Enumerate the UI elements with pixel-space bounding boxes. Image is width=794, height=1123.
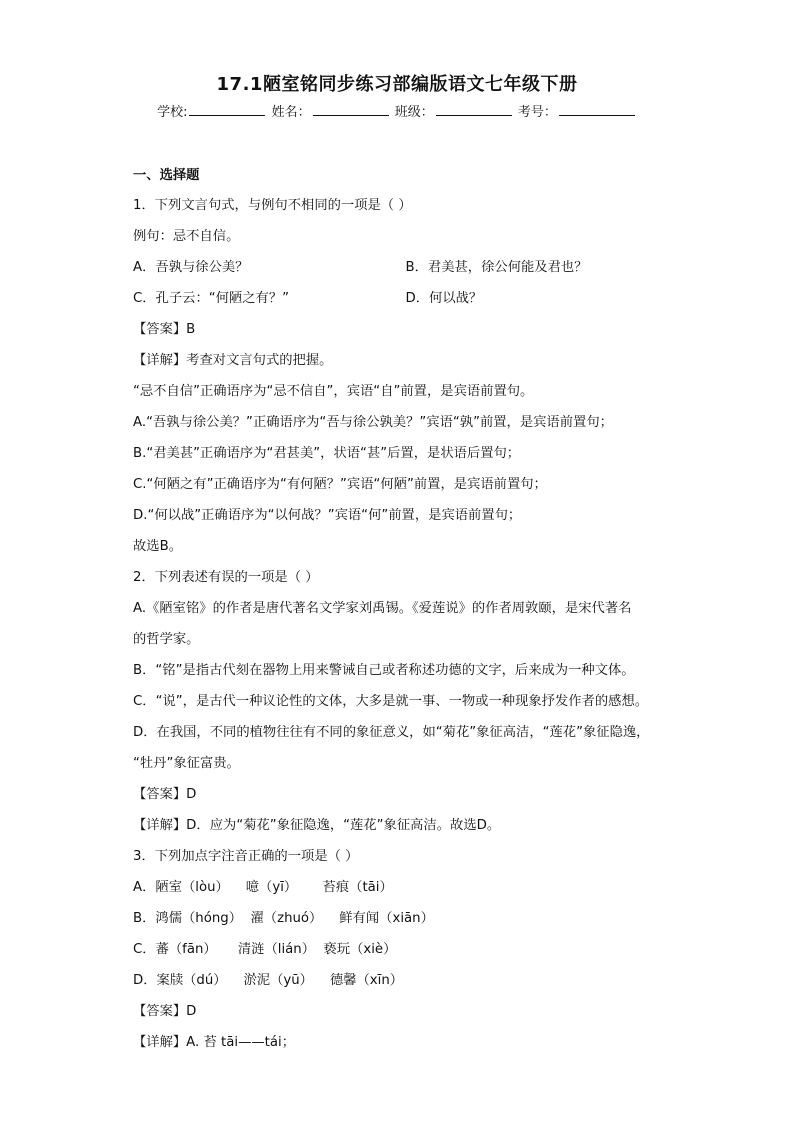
- q2-option-d-line-1: D．在我国，不同的植物往往有不同的象征意义，如“菊花”象征高洁，“莲花”象征隐逸，: [133, 725, 650, 740]
- q1-option-d: D．何以战？: [405, 291, 483, 306]
- q3-option-c: C．蕃（fān） 清涟（lián） 亵玩（xiè）: [133, 942, 397, 957]
- q1-answer: 【答案】B: [133, 322, 196, 337]
- q3-detail-1: 【详解】A. 苔 tāi——tái；: [133, 1035, 296, 1050]
- q1-detail-1: 【详解】考查对文言句式的把握。: [133, 353, 333, 368]
- q3-stem: 3．下列加点字注音正确的一项是（ ）: [133, 849, 359, 864]
- q3-option-d: D．案牍（dú） 淤泥（yū） 德馨（xīn）: [133, 973, 404, 988]
- q1-option-a: A．吾孰与徐公美？: [133, 260, 249, 275]
- q3-option-a: A．陋室（lòu） 噫（yī） 苔痕（tāi）: [133, 880, 393, 895]
- exercise-content: [133, 160, 678, 1058]
- q2-option-a-line-2: 的哲学家。: [133, 632, 200, 647]
- q1-detail-7: 故选B。: [133, 539, 183, 554]
- q1-option-c: C．孔子云：“何陋之有？”: [133, 291, 290, 306]
- q2-option-b: B．“铭”是指古代刻在器物上用来警诫自己或者称述功德的文字，后来成为一种文体。: [133, 663, 635, 678]
- q3-option-b: B．鸿儒（hóng） 濯（zhuó） 鲜有闻（xiān）: [133, 911, 434, 926]
- q1-detail-2: “忌不自信”正确语序为“忌不信自”，宾语“自”前置，是宾语前置句。: [133, 384, 534, 399]
- q1-stem: 1．下列文言句式，与例句不相同的一项是（ ）: [133, 198, 412, 213]
- q1-detail-6: D.“何以战”正确语序为“以何战？”宾语“何”前置，是宾语前置句；: [133, 508, 522, 523]
- exam-no-label: 考号：: [517, 105, 557, 120]
- q2-option-c: C．“说”，是古代一种议论性的文体，大多是就一事、一物或一种现象抒发作者的感想。: [133, 694, 649, 709]
- student-info-line: [0, 101, 794, 120]
- exam-no-blank[interactable]: [559, 101, 635, 116]
- q1-detail-4: B.“君美甚”正确语序为“君甚美”，状语“甚”后置，是状语后置句；: [133, 446, 521, 461]
- school-blank[interactable]: [189, 101, 265, 116]
- q2-detail-1: 【详解】D．应为“菊花”象征隐逸，“莲花”象征高洁。故选D。: [133, 818, 501, 833]
- section-heading: 一、选择题: [133, 168, 200, 183]
- q1-example: 例句：忌不自信。: [133, 229, 240, 244]
- q3-answer: 【答案】D: [133, 1004, 197, 1019]
- q2-option-d-line-2: “牡丹”象征富贵。: [133, 756, 240, 771]
- name-blank[interactable]: [313, 101, 389, 116]
- q1-option-b: B．君美甚，徐公何能及君也？: [405, 260, 588, 275]
- q2-stem: 2．下列表述有误的一项是（ ）: [133, 570, 319, 585]
- page-title: 17.1陋室铭同步练习部编版语文七年级下册: [216, 74, 578, 95]
- school-label: 学校:: [157, 105, 188, 120]
- q1-options-row-1: [133, 252, 678, 283]
- q2-option-a-line-1: A.《陋室铭》的作者是唐代著名文学家刘禹锡。《爱莲说》的作者周敦颐，是宋代著名: [133, 601, 632, 616]
- q1-options-row-2: [133, 283, 678, 314]
- q2-answer: 【答案】D: [133, 787, 197, 802]
- name-label: 姓名：: [271, 105, 311, 120]
- q1-detail-3: A.“吾孰与徐公美？”正确语序为“吾与徐公孰美？”宾语“孰”前置，是宾语前置句；: [133, 415, 613, 430]
- class-label: 班级：: [394, 105, 434, 120]
- q1-detail-5: C.“何陋之有”正确语序为“有何陋？”宾语“何陋”前置，是宾语前置句；: [133, 477, 547, 492]
- class-blank[interactable]: [436, 101, 512, 116]
